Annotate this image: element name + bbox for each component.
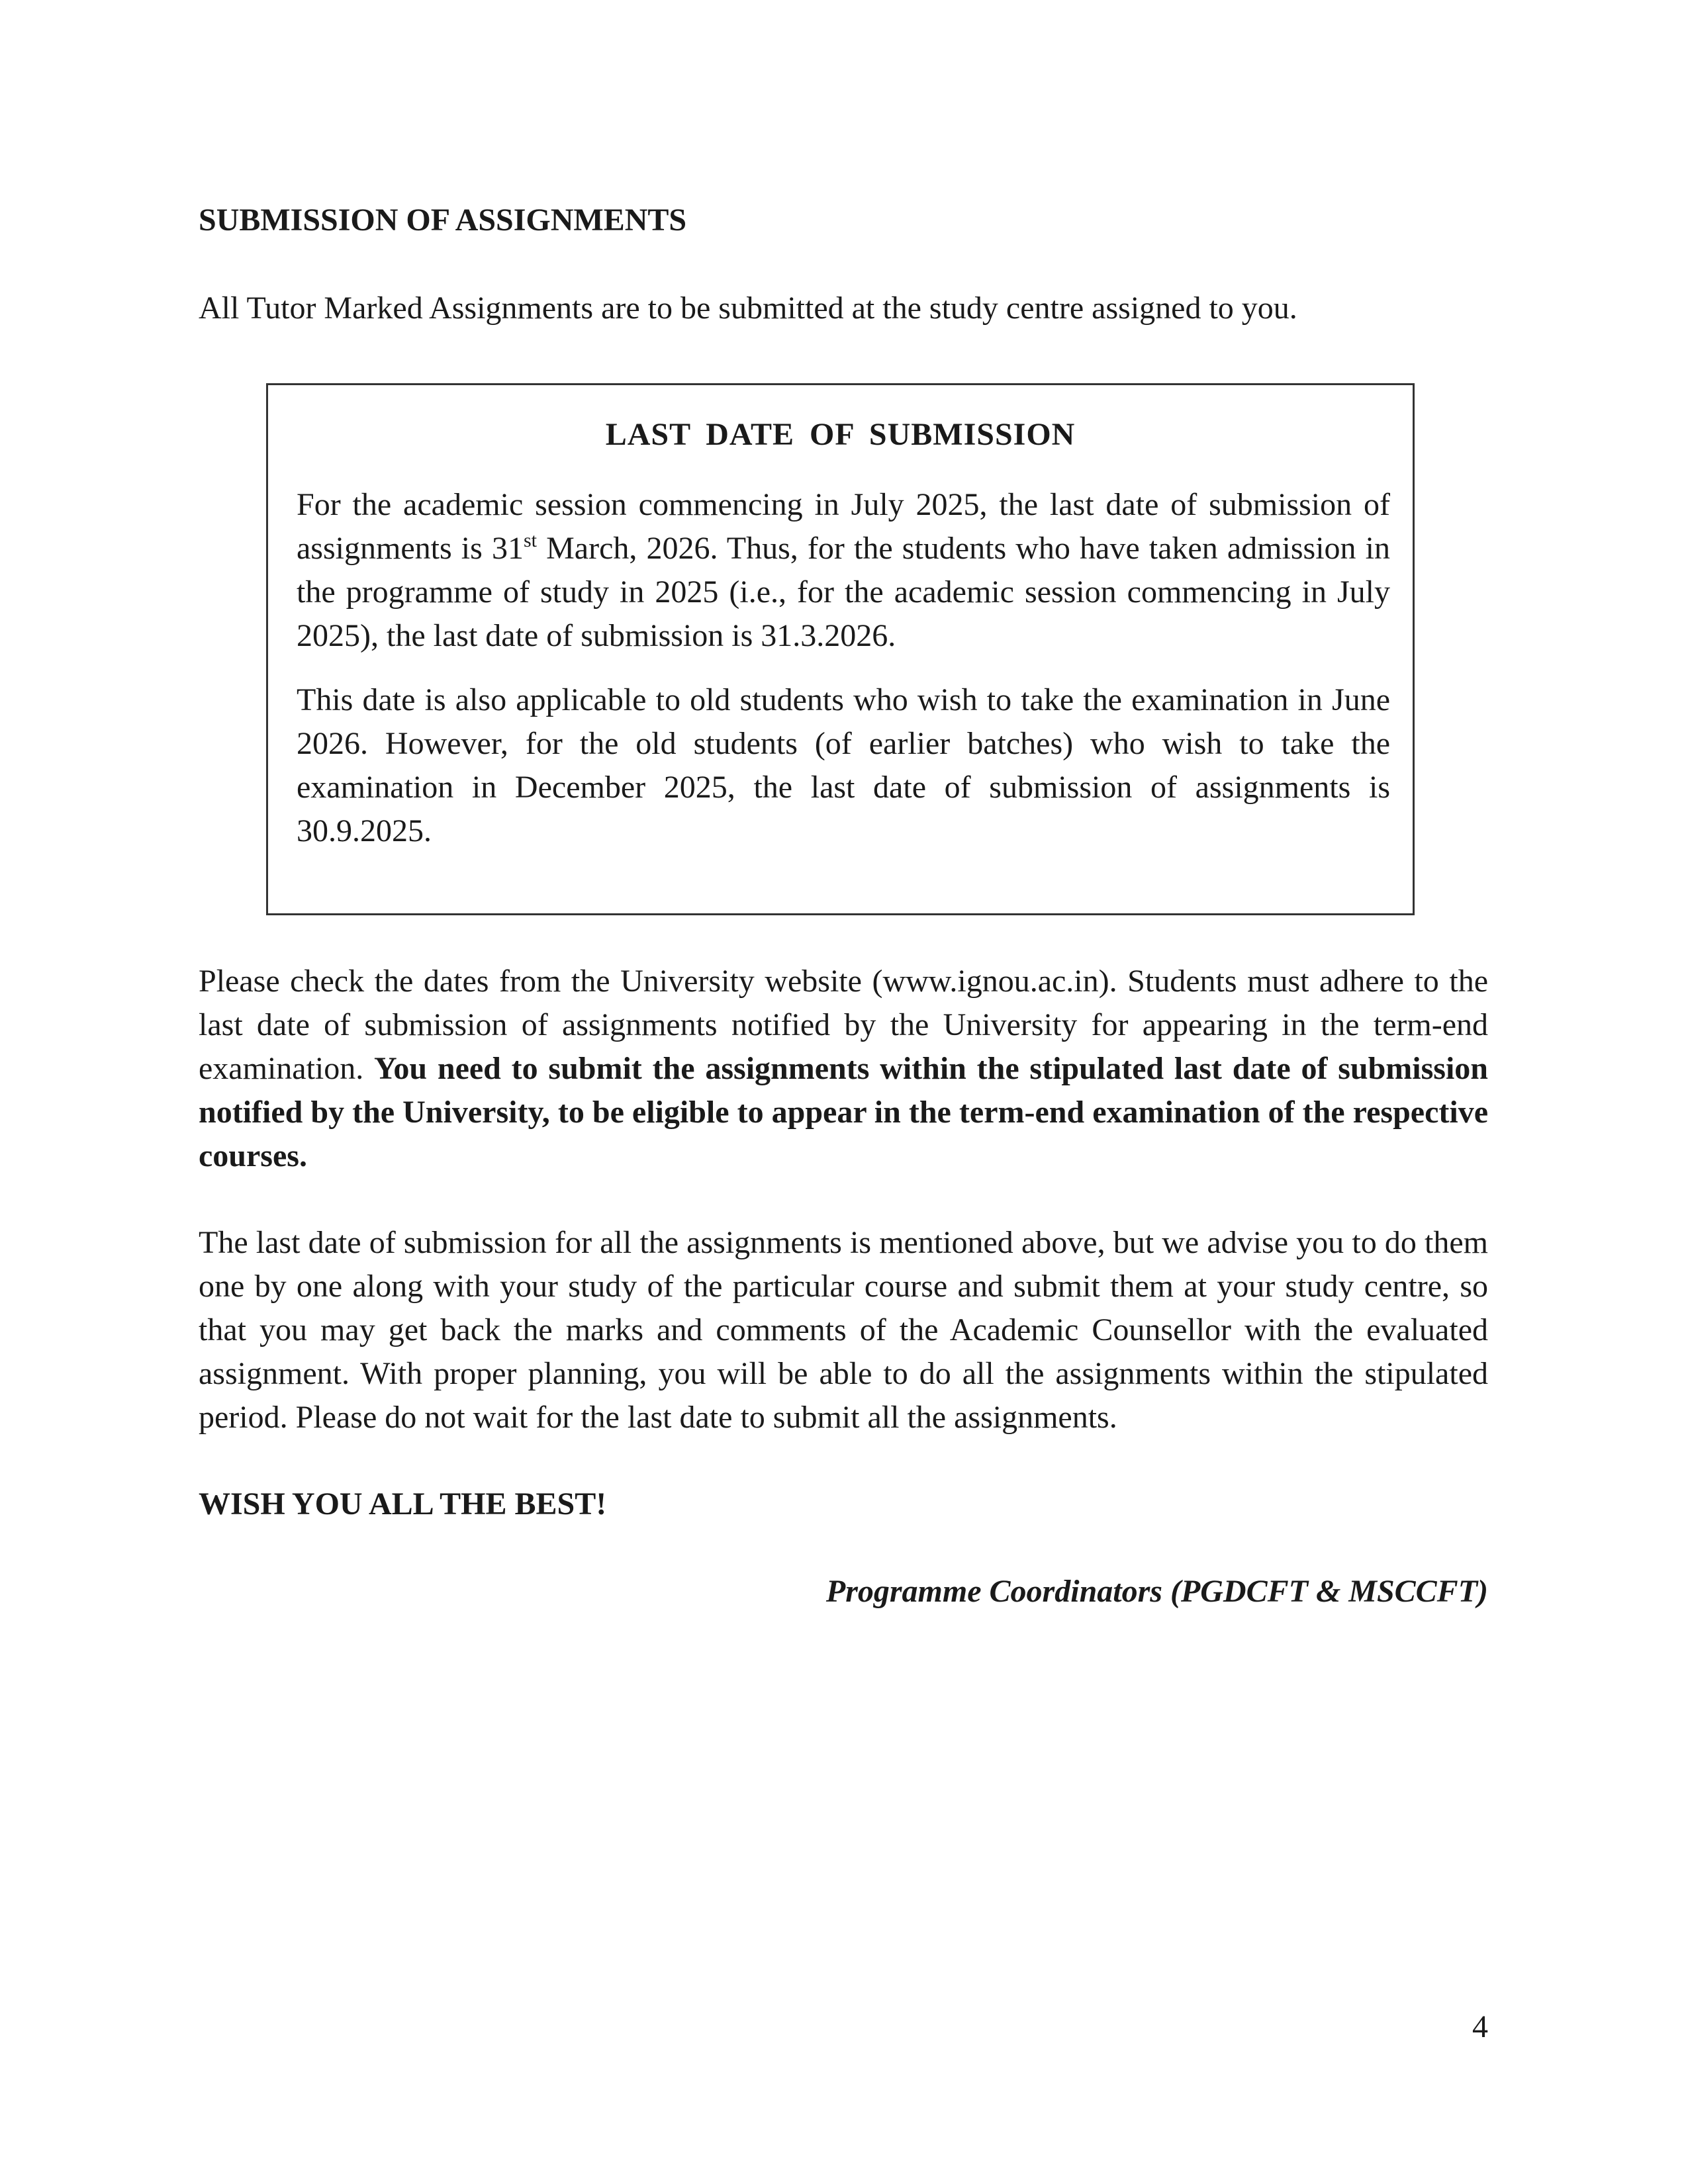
eligibility-emphasis-text: You need to submit the assignments within the stipulated last date of submission notified by the University, to be eligible to appear in the term-end examination of the respective courses. bbox=[199, 1051, 1488, 1173]
website-paragraph bbox=[199, 960, 1488, 1178]
last-date-notice-box bbox=[266, 383, 1415, 915]
notice-paragraph-old-students: This date is also applicable to old students who wish to take the examination in June 2026. However, for the old students (of earlier batches) who wish to take the examination in December 2025, the last date of submission of assignments is 30.9.2025. bbox=[297, 682, 1390, 848]
notice-paragraph-session-text-start: For the academic session commencing in July 2025, the last date of submission of assignments is 31 bbox=[297, 487, 1390, 566]
advice-paragraph: The last date of submission for all the assignments is mentioned above, but we advise you to do them one by one along with your study of the particular course and submit them at your study centre, so that you may get back the marks and comments of the Academic Counsellor with the evaluated assignment. With proper planning, you will be able to do all the assignments within the stipulated period. Please do not wait for the last date to submit all the assignments. bbox=[199, 1225, 1488, 1435]
signature-line: Programme Coordinators (PGDCFT & MSCCFT) bbox=[825, 1574, 1488, 1609]
notice-paragraph-session-text-end: March, 2026. Thus, for the students who have taken admission in the programme of study in 2025 (i.e., for the academic session commencing in July 2025), the last date of submission is 31.3.2026. bbox=[297, 531, 1391, 653]
page-number: 4 bbox=[1472, 2009, 1488, 2044]
notice-paragraph-session bbox=[297, 483, 1390, 658]
intro-text: All Tutor Marked Assignments are to be submitted at the study centre assigned to you. bbox=[199, 291, 1297, 326]
website-paragraph-text: Please check the dates from the University website (www.ignou.ac.in). Students must adhere to the last date of submission of assignments notified by the University for appearing in the term-end examination. bbox=[199, 964, 1488, 1086]
section-heading: SUBMISSION OF ASSIGNMENTS bbox=[199, 203, 687, 238]
closing-wish: WISH YOU ALL THE BEST! bbox=[199, 1486, 607, 1522]
ordinal-suffix: st bbox=[523, 529, 537, 551]
notice-box-title: LAST DATE OF SUBMISSION bbox=[605, 417, 1076, 452]
